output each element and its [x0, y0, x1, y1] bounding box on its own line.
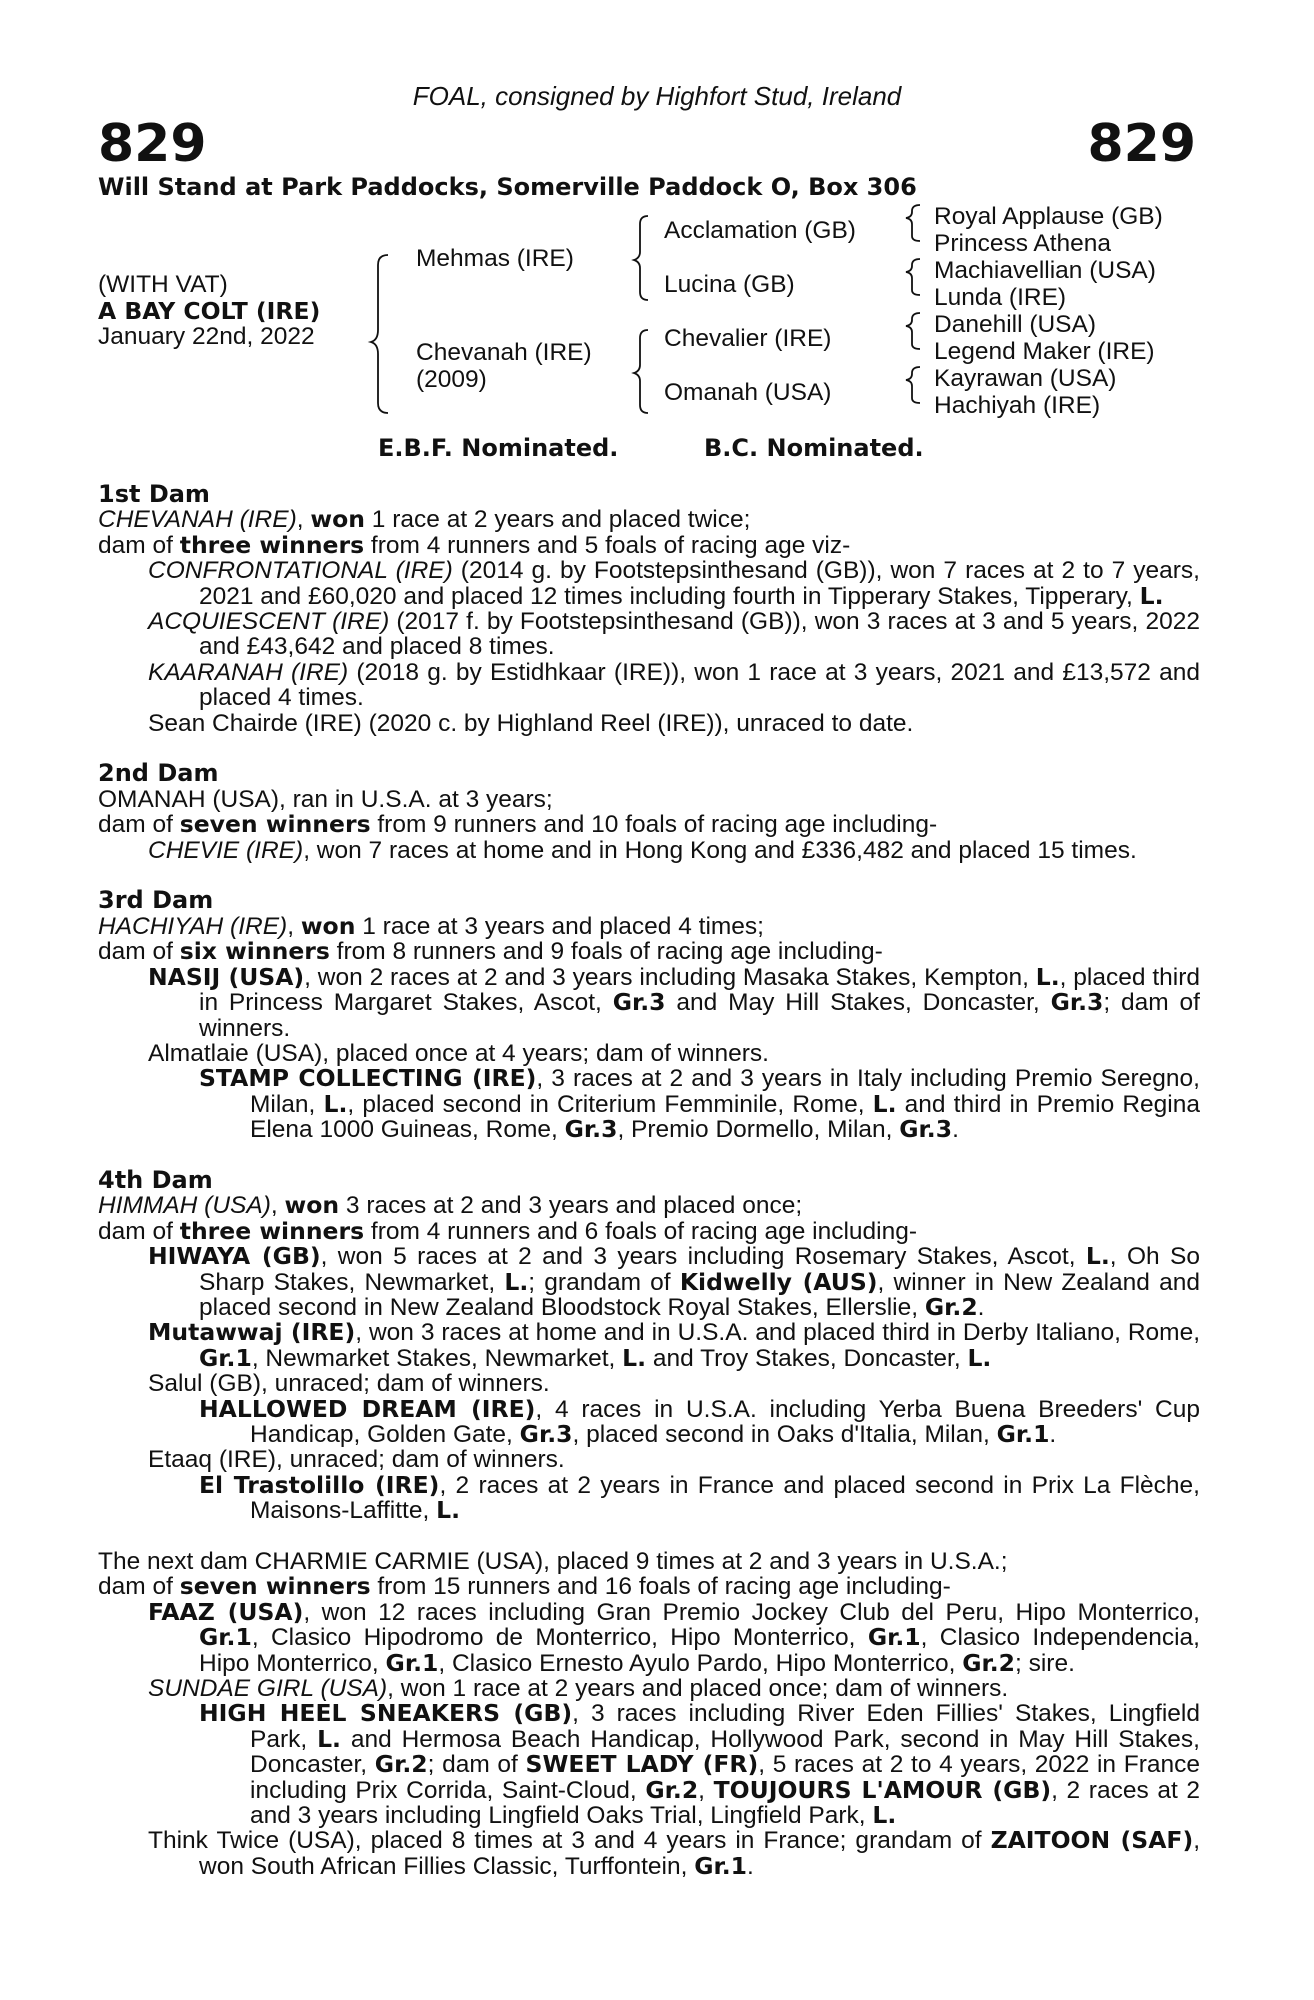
sire-sire: Acclamation (GB) [664, 217, 856, 244]
pedigree-brackets [0, 0, 1314, 460]
produce-sub-entry: STAMP COLLECTING (IRE), 3 races at 2 and 3 years in Italy including Premio Seregno, Milan, L., placed second in Criterium Femminile, Rome, L. and third in Premio Regina Elena 1000 Guineas, Rome, Gr.3, Premio Dormello, Milan, Gr.3. [199, 1064, 1200, 1144]
produce-entry: SUNDAE GIRL (USA), won 1 race at 2 years and placed once; dam of winners. [148, 1675, 1009, 1703]
next-dam-line: The next dam CHARMIE CARMIE (USA), placed 9 times at 2 and 3 years in U.S.A.; [98, 1548, 1008, 1575]
first-dam-heading: 1st Dam [98, 480, 210, 508]
gen3-ancestor: Danehill (USA) [934, 311, 1097, 338]
fourth-dam-heading: 4th Dam [98, 1165, 213, 1194]
produce-sub-entry: El Trastolillo (IRE), 2 races at 2 years in France and placed second in Prix La Flèche, Maisons-Laffitte, L. [199, 1470, 1200, 1525]
ebf-nomination: E.B.F. Nominated. [378, 434, 619, 462]
dam-name: Chevanah (IRE) [416, 339, 592, 366]
bracket-dam [634, 330, 648, 413]
second-dam-line: OMANAH (USA), ran in U.S.A. at 3 years; [98, 785, 553, 813]
gen3-ancestor: Princess Athena [934, 230, 1112, 257]
next-dam-produce-summary: dam of seven winners from 15 runners and 16 foals of racing age including- [98, 1572, 951, 1601]
produce-sub-entry: HIGH HEEL SNEAKERS (GB), 3 races including River Eden Fillies' Stakes, Lingfield Park, L. and Hermosa Beach Handicap, Hollywood Park, second in May Hill Stakes, Doncaster, Gr.2; dam of SWEET LADY (FR), 5 races at 2 to 4 years, 2022 in France including Prix Corrida, Saint-Cloud, Gr.2, TOUJOURS L'AMOUR (GB), 2 races at 2 and 3 years including Lingfield Oaks Trial, Lingfield Park, L. [199, 1699, 1200, 1830]
bracket-sire [634, 216, 648, 300]
bracket-main [371, 255, 388, 413]
foaling-date: January 22nd, 2022 [98, 323, 315, 350]
sire-dam: Lucina (GB) [664, 271, 795, 298]
fourth-dam-line: HIMMAH (USA), won 3 races at 2 and 3 years and placed once; [98, 1191, 803, 1220]
gen3-ancestor: Hachiyah (IRE) [934, 392, 1101, 419]
bc-nomination: B.C. Nominated. [704, 434, 924, 462]
gen3-ancestor: Machiavellian (USA) [934, 257, 1156, 284]
produce-entry: Salul (GB), unraced; dam of winners. [148, 1370, 550, 1398]
gen3-ancestor: Kayrawan (USA) [934, 365, 1117, 392]
lot-number-right: 829 [1087, 114, 1196, 174]
produce-entry: CHEVIE (IRE), won 7 races at home and in Hong Kong and £336,482 and placed 15 times. [148, 836, 1137, 864]
produce-entry: Think Twice (USA), placed 8 times at 3 and 4 years in France; grandam of ZAITOON (SAF), won South African Fillies Classic, Turffontein, Gr.1. [148, 1826, 1201, 1880]
produce-entry: Etaaq (IRE), unraced; dam of winners. [148, 1446, 565, 1474]
third-dam-produce-summary: dam of six winners from 8 runners and 9 foals of racing age including- [98, 937, 883, 966]
gen3-ancestor: Legend Maker (IRE) [934, 338, 1155, 365]
produce-entry: Mutawwaj (IRE), won 3 races at home and in U.S.A. and placed third in Derby Italiano, Rome, Gr.1, Newmarket Stakes, Newmarket, L. and Troy Stakes, Doncaster, L. [148, 1318, 1200, 1372]
lot-number-left: 829 [98, 114, 207, 174]
produce-entry: ACQUIESCENT (IRE) (2017 f. by Footstepsinthesand (GB)), won 3 races at 3 and 5 years, 2022 and £43,642 and placed 8 times. [148, 608, 1200, 661]
third-dam-line: HACHIYAH (IRE), won 1 race at 3 years and placed 4 times; [98, 911, 764, 940]
consignment-line: FOAL, consigned by Highfort Stud, Ireland [412, 81, 902, 111]
produce-entry: FAAZ (USA), won 12 races including Gran Premio Jockey Club del Peru, Hipo Monterrico, Gr.1, Clasico Hipodromo de Monterrico, Hipo Monterrico, Gr.1, Clasico Independencia, Hipo Monterrico, Gr.1, Clasico Ernesto Ayulo Pardo, Hipo Monterrico, Gr.2; sire. [148, 1597, 1200, 1677]
produce-entry: HIWAYA (GB), won 5 races at 2 and 3 years including Rosemary Stakes, Ascot, L., Oh So Sharp Stakes, Newmarket, L.; grandam of Kidwelly (AUS), winner in New Zealand and placed second in New Zealand Bloodstock Royal Stakes, Ellerslie, Gr.2. [148, 1242, 1200, 1321]
produce-entry: Almatlaie (USA), placed once at 4 years; dam of winners. [148, 1039, 769, 1067]
produce-record [98, 482, 1200, 1879]
fourth-dam-produce-summary: dam of three winners from 4 runners and 6 foals of racing age including- [98, 1216, 918, 1245]
produce-sub-entry: HALLOWED DREAM (IRE), 4 races in U.S.A. including Yerba Buena Breeders' Cup Handicap, Golden Gate, Gr.3, placed second in Oaks d'Italia, Milan, Gr.1. [199, 1394, 1201, 1448]
produce-entry: KAARANAH (IRE) (2018 g. by Estidhkaar (IRE)), won 1 race at 3 years, 2021 and £13,572 and placed 4 times. [148, 658, 1200, 712]
dam-sire: Chevalier (IRE) [664, 325, 832, 352]
dam-year: (2009) [416, 366, 487, 393]
vat-note: (WITH VAT) [98, 271, 228, 298]
dam-dam: Omanah (USA) [664, 379, 832, 406]
first-dam-line: CHEVANAH (IRE), won 1 race at 2 years and placed twice; [98, 505, 751, 534]
horse-name: A BAY COLT (IRE) [98, 297, 321, 325]
second-dam-heading: 2nd Dam [98, 759, 219, 788]
gen3-ancestor: Royal Applause (GB) [934, 203, 1163, 230]
gen3-ancestor: Lunda (IRE) [934, 284, 1067, 311]
produce-entry: CONFRONTATIONAL (IRE) (2014 g. by Footstepsinthesand (GB)), won 7 races at 2 to 7 years, 2021 and £60,020 and placed 12 times including fourth in Tipperary Stakes, Tipperary, L. [148, 557, 1200, 610]
stand-location: Will Stand at Park Paddocks, Somerville Paddock O, Box 306 [98, 173, 917, 201]
produce-entry: NASIJ (USA), won 2 races at 2 and 3 years including Masaka Stakes, Kempton, L., placed third in Princess Margaret Stakes, Ascot, Gr.3 and May Hill Stakes, Doncaster, Gr.3; dam of winners. [148, 962, 1200, 1042]
first-dam-produce-summary: dam of three winners from 4 runners and 5 foals of racing age viz- [98, 530, 851, 559]
sire-name: Mehmas (IRE) [416, 245, 574, 272]
produce-entry: Sean Chairde (IRE) (2020 c. by Highland Reel (IRE)), unraced to date. [148, 709, 914, 737]
third-dam-heading: 3rd Dam [98, 886, 214, 915]
second-dam-produce-summary: dam of seven winners from 9 runners and 10 foals of racing age including- [98, 810, 938, 839]
